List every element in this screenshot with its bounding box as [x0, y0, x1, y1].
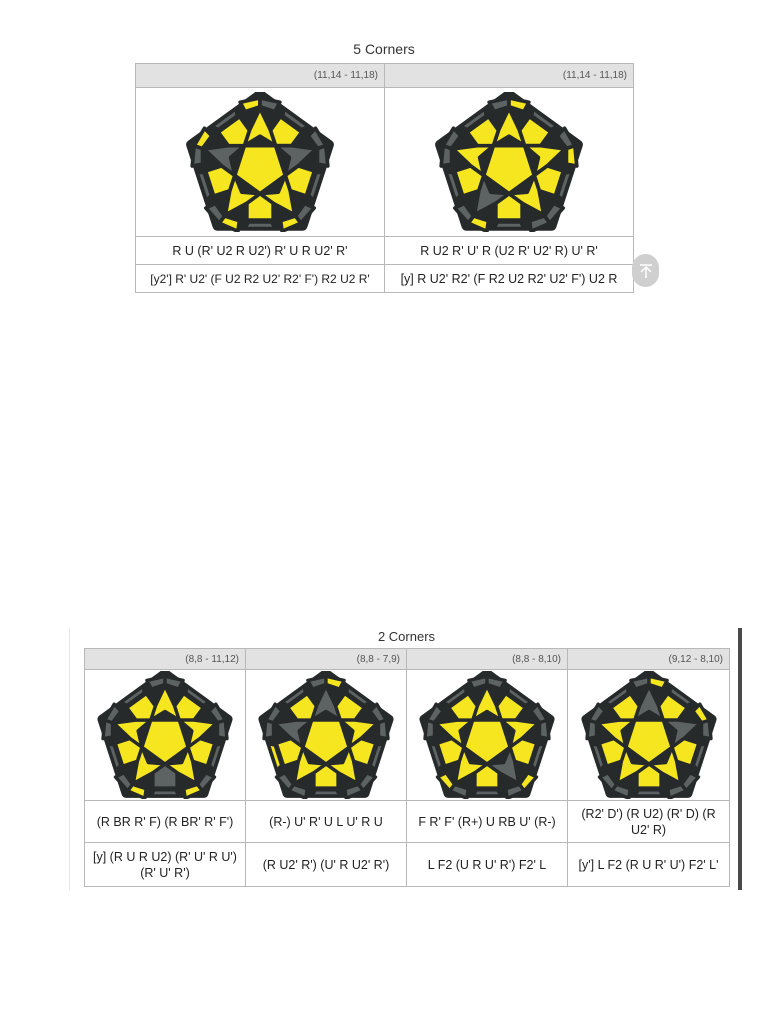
algorithm-text: [y'] L F2 (R U R' U') F2' L' [568, 843, 730, 887]
side-sticker [308, 676, 326, 689]
side-sticker [487, 676, 505, 689]
scrollbar[interactable] [738, 628, 742, 890]
side-sticker [630, 676, 648, 689]
megaminx-diagram [433, 92, 585, 232]
megaminx-diagram [256, 671, 396, 799]
side-sticker [509, 98, 529, 112]
megaminx-diagram [95, 671, 235, 799]
algorithm-text: [y] (R U R U2) (R' U' R U') (R' U' R') [85, 843, 246, 887]
algorithm-text: (R BR R' F) (R BR' R' F') [85, 801, 246, 843]
side-sticker [217, 720, 226, 738]
algorithm-text: (R-) U' R' U L U' R U [246, 801, 407, 843]
two-corners-table [84, 648, 730, 887]
megaminx-diagram [417, 671, 557, 799]
case-label: (8,8 - 7,9) [246, 649, 407, 670]
side-sticker [147, 676, 165, 689]
case-diagram-cell [246, 670, 407, 801]
side-sticker [326, 676, 344, 689]
algorithm-text: [y] R U2' R2' (F R2 U2 R2' U2' F') U2 R [385, 265, 634, 293]
megaminx-diagram [184, 92, 336, 232]
five-corners-title: 5 Corners [353, 41, 415, 57]
side-sticker [165, 676, 183, 689]
side-sticker [312, 790, 340, 796]
frame-edge [69, 628, 70, 890]
side-sticker [240, 98, 260, 112]
algorithm-text: F R' F' (R+) U RB U' (R-) [407, 801, 568, 843]
case-diagram-cell [85, 670, 246, 801]
two-corners-title: 2 Corners [377, 629, 436, 644]
case-label: (8,8 - 8,10) [407, 649, 568, 670]
arrow-up-icon [638, 263, 654, 279]
side-sticker [649, 676, 667, 689]
side-sticker [701, 720, 710, 738]
case-label: (11,14 - 11,18) [385, 64, 634, 88]
case-diagram-cell [407, 670, 568, 801]
side-sticker [260, 98, 280, 112]
five-corners-table [135, 63, 634, 293]
side-sticker [489, 98, 509, 112]
megaminx-diagram [579, 671, 719, 799]
scroll-to-top-button[interactable] [632, 254, 659, 287]
side-sticker [469, 676, 487, 689]
side-sticker [473, 790, 501, 796]
algorithm-text: R U (R' U2 R U2') R' U R U2' R' [136, 237, 385, 265]
side-sticker [539, 720, 548, 738]
algorithm-text: R U2 R' U' R (U2 R' U2' R) U' R' [385, 237, 634, 265]
side-sticker [494, 222, 525, 229]
side-sticker [566, 146, 576, 166]
case-diagram-cell [568, 670, 730, 801]
case-label: (8,8 - 11,12) [85, 649, 246, 670]
case-label: (11,14 - 11,18) [136, 64, 385, 88]
algorithm-text: (R U2' R') (U' R U2' R') [246, 843, 407, 887]
side-sticker [378, 720, 387, 738]
algorithm-text: L F2 (U R U' R') F2' L [407, 843, 568, 887]
algorithm-text: (R2' D') (R U2) (R' D) (R U2' R) [568, 801, 730, 843]
side-sticker [245, 222, 276, 229]
side-sticker [317, 146, 327, 166]
case-label: (9,12 - 8,10) [568, 649, 730, 670]
side-sticker [151, 790, 179, 796]
algorithm-text: [y2'] R' U2' (F U2 R2 U2' R2' F') R2 U2 R' [136, 265, 385, 293]
side-sticker [634, 790, 662, 796]
case-diagram-cell [385, 88, 634, 237]
case-diagram-cell [136, 88, 385, 237]
